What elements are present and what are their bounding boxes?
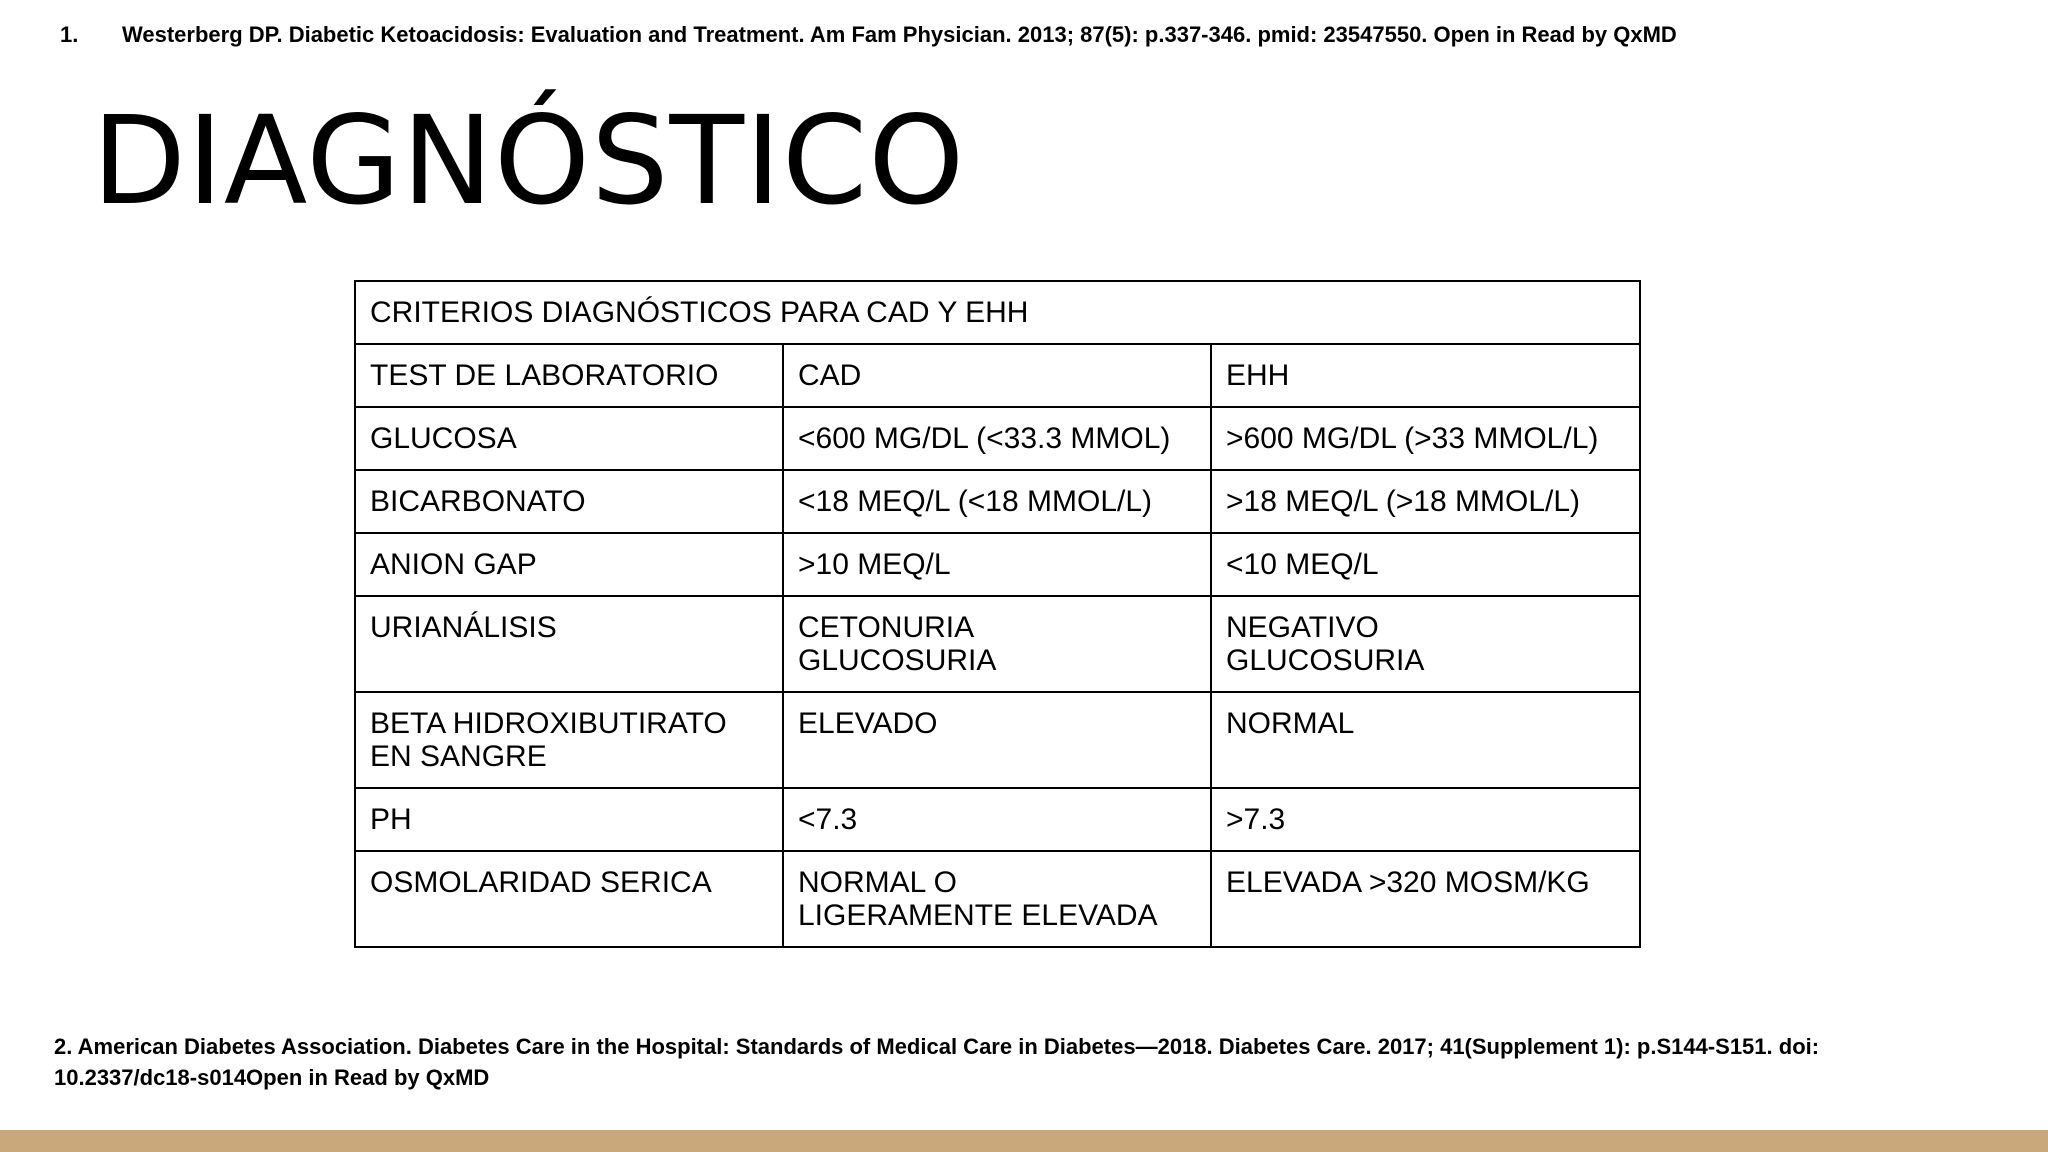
cell-cad [783, 470, 1211, 533]
footer-bar [0, 1130, 2048, 1152]
header-test: TEST DE LABORATORIO [355, 344, 783, 407]
cell-line: ELEVADO [798, 707, 938, 740]
reference-bottom [54, 1031, 1954, 1093]
cell-line: LIGERAMENTE ELEVADA [798, 899, 1158, 932]
cell-line: BICARBONATO [370, 485, 586, 518]
cell-line: GLUCOSURIA [1226, 644, 1425, 677]
cell-line: PH [370, 803, 412, 836]
cell-line: ELEVADA >320 MOSM/KG [1226, 866, 1590, 899]
cell-line: >10 MEQ/L [798, 548, 951, 581]
cell-line: >18 MEQ/L (>18 MMOL/L) [1226, 485, 1581, 518]
cell-ehh [1211, 851, 1640, 947]
cell-test [355, 407, 783, 470]
cell-line: <600 MG/DL (<33.3 MMOL) [798, 422, 1171, 455]
table-row [355, 596, 1640, 692]
table-caption-row [355, 281, 1640, 344]
header-ehh: EHH [1211, 344, 1640, 407]
table-row [355, 851, 1640, 947]
cell-test [355, 692, 783, 788]
cell-line: OSMOLARIDAD SERICA [370, 866, 712, 899]
header-cad: CAD [783, 344, 1211, 407]
cell-test [355, 470, 783, 533]
cell-cad [783, 788, 1211, 851]
cell-test [355, 533, 783, 596]
cell-line: NEGATIVO [1226, 611, 1379, 644]
cell-ehh [1211, 470, 1640, 533]
reference-top-number: 1. [60, 22, 79, 47]
table-caption: CRITERIOS DIAGNÓSTICOS PARA CAD Y EHH [355, 281, 1640, 344]
cell-line: <7.3 [798, 803, 858, 836]
cell-line: GLUCOSURIA [798, 644, 997, 677]
table-row [355, 533, 1640, 596]
cell-ehh [1211, 533, 1640, 596]
cell-line: BETA HIDROXIBUTIRATO [370, 707, 727, 740]
cell-cad [783, 407, 1211, 470]
cell-cad [783, 596, 1211, 692]
table-row [355, 788, 1640, 851]
table-row [355, 470, 1640, 533]
cell-cad [783, 851, 1211, 947]
table-row [355, 407, 1640, 470]
criteria-table [354, 280, 1641, 948]
cell-line: >7.3 [1226, 803, 1286, 836]
cell-line: CETONURIA [798, 611, 975, 644]
reference-bottom-line2: 10.2337/dc18-s014Open in Read by QxMD [54, 1065, 490, 1090]
cell-line: ANION GAP [370, 548, 537, 581]
cell-line: <18 MEQ/L (<18 MMOL/L) [798, 485, 1153, 518]
cell-line: >600 MG/DL (>33 MMOL/L) [1226, 422, 1599, 455]
cell-ehh [1211, 788, 1640, 851]
cell-ehh [1211, 692, 1640, 788]
cell-line: URIANÁLISIS [370, 611, 557, 644]
cell-line: <10 MEQ/L [1226, 548, 1379, 581]
reference-top [60, 22, 1677, 48]
cell-test [355, 851, 783, 947]
reference-bottom-line1: 2. American Diabetes Association. Diabetes Care in the Hospital: Standards of Medical Care in Diabetes—2018. Diabetes Care. 2017; 41(Supplement 1): p.S144-S151. doi: [54, 1034, 1820, 1059]
cell-cad [783, 692, 1211, 788]
cell-line: EN SANGRE [370, 740, 547, 773]
cell-ehh [1211, 407, 1640, 470]
slide-title: DIAGNÓSTICO [92, 90, 966, 232]
cell-line: NORMAL O [798, 866, 957, 899]
cell-ehh [1211, 596, 1640, 692]
cell-line: NORMAL [1226, 707, 1355, 740]
reference-top-text: Westerberg DP. Diabetic Ketoacidosis: Evaluation and Treatment. Am Fam Physician. 2013; 87(5): p.337-346. pmid: 23547550. Open in Read by QxMD [122, 22, 1677, 47]
cell-test [355, 788, 783, 851]
cell-cad [783, 533, 1211, 596]
cell-test [355, 596, 783, 692]
table-header-row [355, 344, 1640, 407]
table-row [355, 692, 1640, 788]
cell-line: GLUCOSA [370, 422, 517, 455]
